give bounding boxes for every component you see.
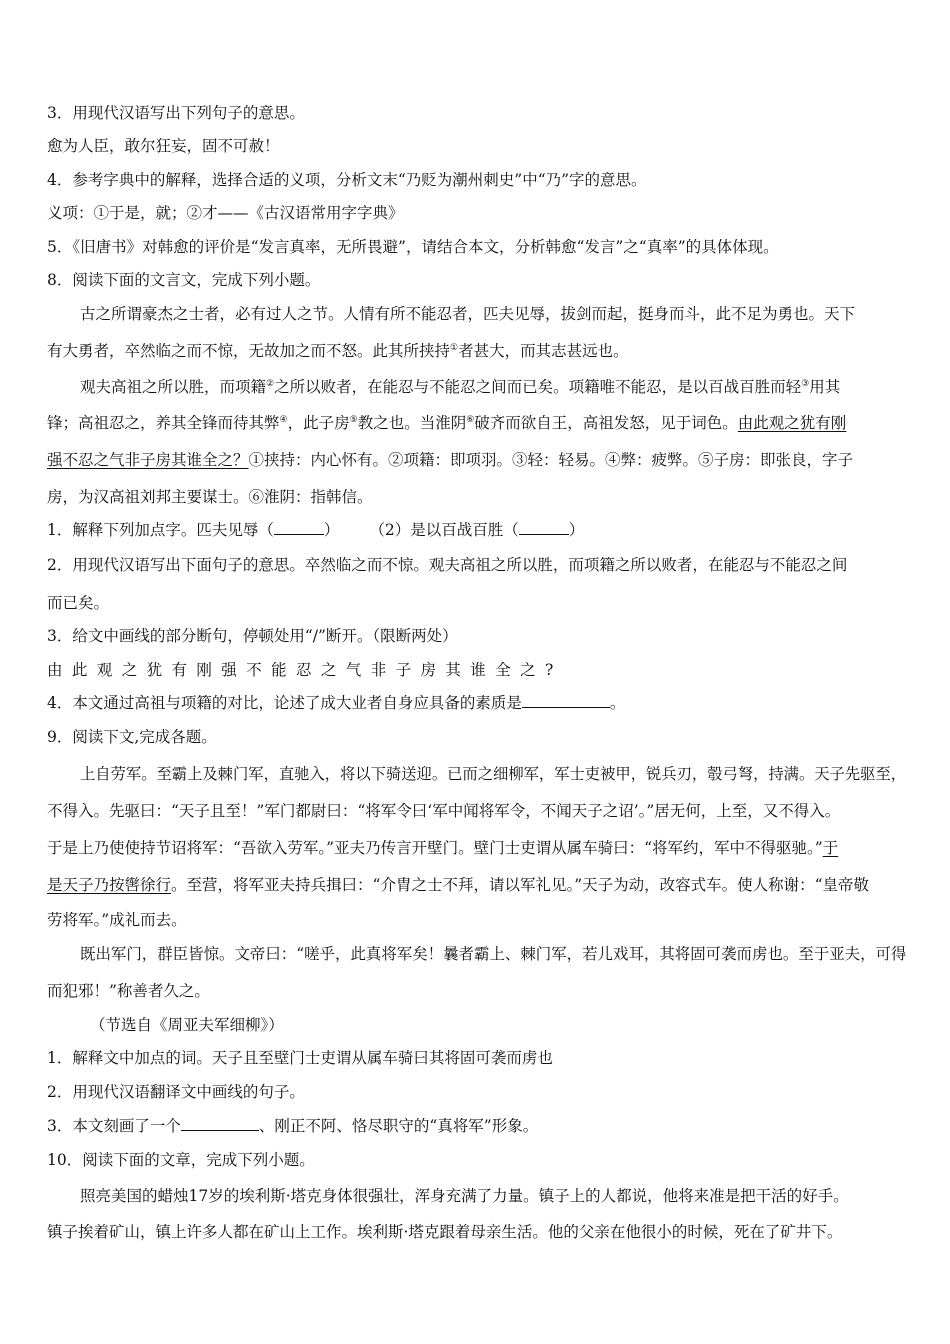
s8-passage-line: 有大勇者，卒然临之而不惊，无故加之而不怒。此其所挟持①者甚大，而其志甚远也。	[47, 342, 629, 360]
q4-meanings: 义项：①于是，就；②才——《古汉语常用字字典》	[47, 204, 404, 222]
s9-passage-line: 而犯邪！”称善者久之。	[47, 982, 210, 1000]
s10-passage-line: 镇子挨着矿山，镇上许多人都在矿山上工作。埃利斯·塔克跟着母亲生活。他的父亲在他很小的时候，死在了矿井下。	[47, 1223, 843, 1241]
s8-passage-line: 房，为汉高祖刘邦主要谋士。⑥淮阴：指韩信。	[47, 488, 373, 506]
s9-passage-line: 劳将军。”成礼而去。	[47, 911, 187, 929]
q5-prompt: 5．《旧唐书》对韩愈的评价是“发言真率，无所畏避”，请结合本文，分析韩愈“发言”之“真率”的具体体现。	[47, 238, 779, 256]
s9-passage-line: 上自劳军。至霸上及棘门军，直驰入，将以下骑送迎。已而之细柳军，军士吏被甲，锐兵刃，彀弓弩，持满。天子先驱至，	[80, 765, 907, 783]
s8-passage-line: 强不忍之气非子房其谁全之？①挟持：内心怀有。②项籍：即项羽。③轻：轻易。④弊：疲弊。⑤子房：即张良，字子	[47, 451, 854, 469]
underlined-sentence: 由此观之犹有刚	[737, 414, 847, 432]
s8-q3-prompt: 3．给文中画线的部分断句，停顿处用“/”断开。（限断两处）	[47, 627, 458, 645]
underlined-sentence: 于	[822, 839, 839, 857]
s9-q2: 2．用现代汉语翻译文中画线的句子。	[47, 1083, 305, 1101]
note-mark: ⑥	[466, 414, 475, 425]
s8-title: 8．阅读下面的文言文，完成下列小题。	[47, 271, 321, 289]
answer-blank[interactable]	[519, 519, 569, 535]
s9-passage-line: 既出军门，群臣皆惊。文帝曰：“嗟乎，此真将军矣！曩者霸上、棘门军，若儿戏耳，其将固可袭而虏也。至于亚夫，可得	[80, 945, 907, 963]
answer-blank[interactable]	[274, 519, 324, 535]
s9-q3: 3．本文刻画了一个 、刚正不阿、恪尽职守的“真将军”形象。	[47, 1117, 539, 1135]
s8-q3-text: 由此观之犹有刚强不能忍之气非子房其谁全之?	[47, 661, 563, 679]
note-mark: ③	[801, 378, 810, 389]
s8-passage-line: 观夫高祖之所以胜，而项籍②之所以败者，在能忍与不能忍之间而已矣。项籍唯不能忍，是以百战百胜而轻③用其	[80, 378, 841, 396]
q3-prompt: 3．用现代汉语写出下列句子的意思。	[47, 104, 305, 122]
s10-passage-line: 照亮美国的蜡烛17岁的埃利斯·塔克身体很强壮，浑身充满了力量。镇子上的人都说，他将来准是把干活的好手。	[80, 1187, 849, 1205]
note-mark: ⑤	[349, 414, 358, 425]
s9-q1: 1．解释文中加点的词。天子且至壁门士吏谓从属车骑曰其将固可袭而虏也	[47, 1049, 553, 1067]
s9-passage-line: 不得入。先驱曰：“天子且至！”军门都尉曰：“将军令曰‘军中闻将军令，不闻天子之诏’。”居无何，上至，又不得入。	[47, 802, 841, 820]
underlined-sentence: 强不忍之气非子房其谁全之？	[47, 451, 249, 469]
s9-passage-line: 是天子乃按辔徐行。至营，将军亚夫持兵揖曰：“介胄之士不拜，请以军礼见。”天子为动，改容式车。使人称谢：“皇帝敬	[47, 876, 870, 894]
note-mark: ①	[450, 342, 459, 353]
s8-q2: 2．用现代汉语写出下面句子的意思。卒然临之而不惊。观夫高祖之所以胜，而项籍之所以败者，在能忍与不能忍之间	[47, 556, 848, 574]
s8-q2-cont: 而已矣。	[47, 594, 110, 612]
s8-passage-line: 古之所谓豪杰之士者，必有过人之节。人情有所不能忍者，匹夫见辱，拔剑而起，挺身而斗，此不足为勇也。天下	[80, 305, 856, 323]
s9-source: （节选自《周亚夫军细柳》）	[90, 1016, 284, 1034]
answer-blank[interactable]	[181, 1115, 259, 1131]
note-mark: ②	[266, 378, 275, 389]
s8-q4: 4．本文通过高祖与项籍的对比，论述了成大业者自身应具备的素质是 。	[47, 694, 626, 712]
answer-blank[interactable]	[522, 692, 610, 708]
underlined-sentence: 是天子乃按辔徐行	[47, 876, 172, 894]
s10-title: 10．阅读下面的文章，完成下列小题。	[47, 1151, 315, 1169]
s8-q1: 1．解释下列加点字。匹夫见辱（ ） （2）是以百战百胜（ ）	[47, 521, 585, 539]
s9-passage-line: 于是上乃使使持节诏将军：“吾欲入劳军。”亚夫乃传言开壁门。壁门士吏谓从属车骑曰：“将军约，军中不得驱驰。”于	[47, 839, 839, 857]
q3-sentence: 愈为人臣，敢尔狂妄，固不可赦！	[47, 137, 280, 155]
s9-title: 9．阅读下文,完成各题。	[47, 728, 217, 746]
s8-passage-line: 锋；高祖忍之，养其全锋而待其弊④，此子房⑤教之也。当淮阴⑥破齐而欲自王，高祖发怒，见于词色。由此观之犹有刚	[47, 414, 847, 432]
q4-prompt: 4．参考字典中的解释，选择合适的义项，分析文末“乃贬为潮州刺史”中“乃”字的意思。	[47, 171, 647, 189]
note-mark: ④	[279, 414, 288, 425]
